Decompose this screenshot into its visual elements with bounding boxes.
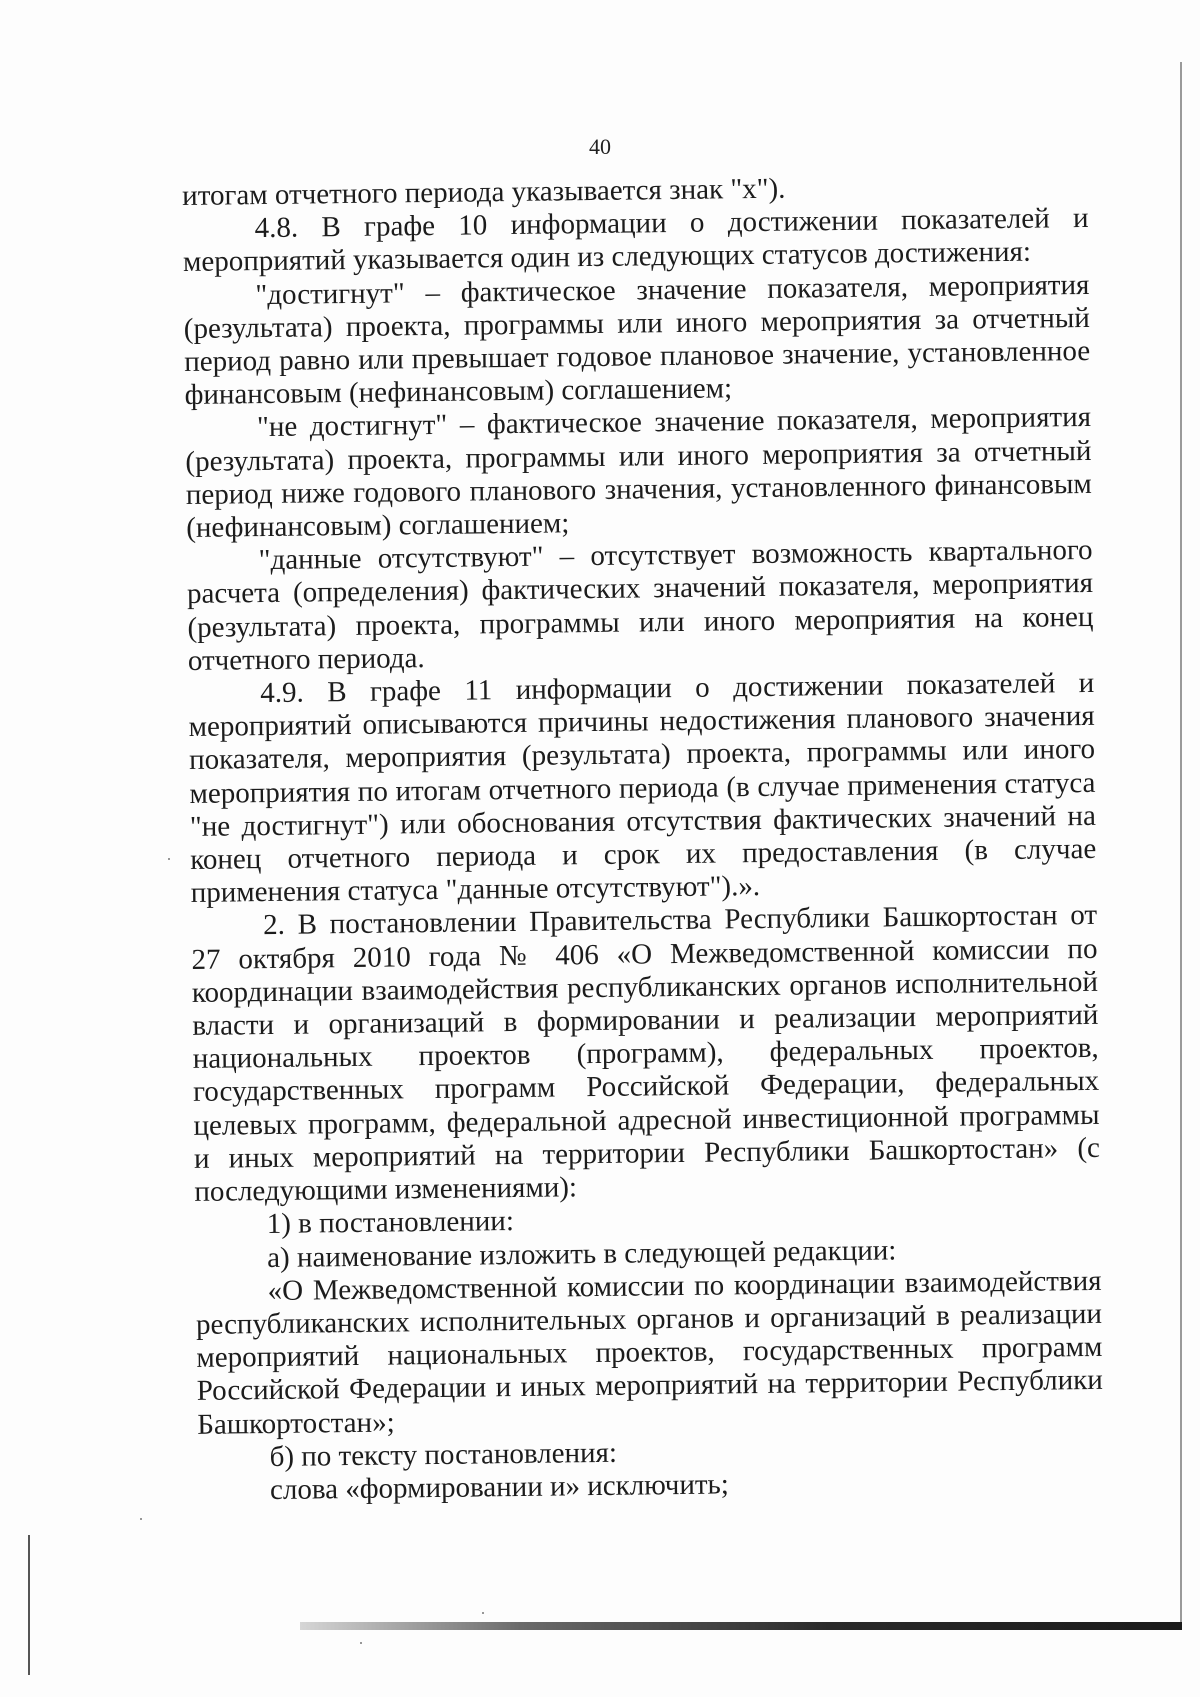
scan-edge-bottom bbox=[300, 1622, 1182, 1630]
paragraph: 4.9. В графе 11 информации о достижении показателей и мероприятий описываются причины недостижения планового значения показателя, мероприятия (результата) проекта, программы или иного мероприятия по итогам отчетного периода (в случае применения статуса "не достигнут") или обоснования отсутствия фактических значений на конец отчетного периода и срок их предоставления (в случае применения статуса "данные отсутствуют").». bbox=[188, 666, 1097, 910]
scan-edge-left bbox=[28, 1535, 30, 1675]
scan-speck bbox=[140, 1518, 142, 1520]
scan-edge-right bbox=[1180, 62, 1182, 1626]
paragraph: 1) в постановлении: bbox=[266, 1205, 515, 1241]
document-body bbox=[182, 169, 1104, 1508]
paragraph: «О Межведомственной комиссии по координации взаимодействия республиканских исполнительных органов и организаций в реализации мероприятий национальных проектов, государственных программ Российской Федерации и иных мероприятий на территории Республики Башкортостан»; bbox=[195, 1264, 1103, 1441]
scan-speck bbox=[360, 1642, 362, 1644]
paragraph: итогам отчетного периода указывается знак "х"). bbox=[182, 172, 786, 212]
paragraph: 4.8. В графе 10 информации о достижении показателей и мероприятий указывается один из следующих статусов достижения: bbox=[182, 202, 1089, 279]
scan-speck bbox=[168, 858, 170, 860]
paragraph: а) наименование изложить в следующей редакции: bbox=[266, 1233, 897, 1274]
scan-speck bbox=[482, 1612, 484, 1614]
paragraph: 2. В постановлении Правительства Республики Башкортостан от 27 октября 2010 года № 406 «О Межведомственной комиссии по координации взаимодействия республиканских органов исполнительной власти и организаций в формировании и реализации мероприятий национальных проектов (программ), федеральных проектов, государственных программ Российской Федерации, федеральных целевых программ, федеральной адресной инвестиционной программы и иных мероприятий на территории Республики Башкортостан» (с последующими изменениями): bbox=[191, 899, 1101, 1209]
paragraph: слова «формировании и» исключить; bbox=[269, 1468, 730, 1506]
paragraph: "данные отсутствуют" – отсутствует возможность квартального расчета (определения) фактических значений показателя, мероприятия (результата) проекта, программы или иного мероприятия на конец отчетного периода. bbox=[186, 534, 1094, 677]
paragraph: "не достигнут" – фактическое значение показателя, мероприятия (результата) проекта, программы или иного мероприятия за отчетный период ниже годового планового значения, установленного финансовым (нефинансовым) соглашением; bbox=[185, 401, 1092, 545]
page-number: 40 bbox=[589, 134, 611, 159]
paragraph: б) по тексту постановления: bbox=[269, 1436, 618, 1473]
paragraph: "достигнут" – фактическое значение показателя, мероприятия (результата) проекта, программы или иного мероприятия за отчетный период равно или превышает годовое плановое значение, установленное финансовым (нефинансовым) соглашением; bbox=[183, 268, 1091, 412]
